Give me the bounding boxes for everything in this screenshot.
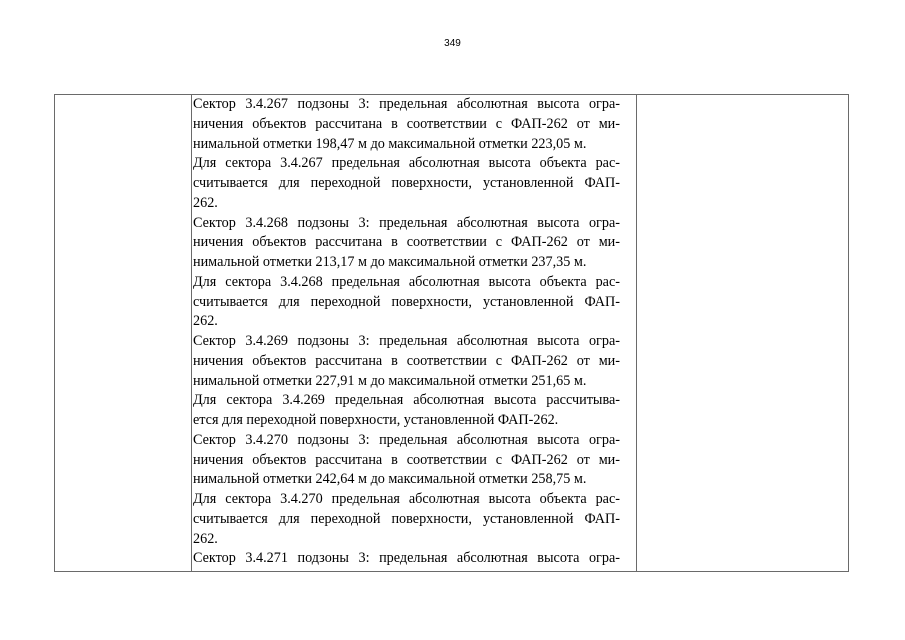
text-line: ничения объектов рассчитана в соответствии с ФАП-262 от ми- xyxy=(193,451,620,468)
text-line: Для сектора 3.4.267 предельная абсолютная высота объекта рас- xyxy=(193,155,620,172)
text-line: ничения объектов рассчитана в соответствии с ФАП-262 от ми- xyxy=(193,352,620,369)
text-line: считывается для переходной поверхности, установленной ФАП- xyxy=(193,510,620,527)
text-line: нимальной отметки 198,47 м до максимальной отметки 223,05 м. xyxy=(193,135,587,152)
text-line: нимальной отметки 227,91 м до максимальной отметки 251,65 м. xyxy=(193,372,587,389)
text-line: Сектор 3.4.268 подзоны 3: предельная абсолютная высота огра- xyxy=(193,214,620,231)
text-line: считывается для переходной поверхности, установленной ФАП- xyxy=(193,293,620,310)
text-line: нимальной отметки 213,17 м до максимальной отметки 237,35 м. xyxy=(193,254,587,270)
text-line: Сектор 3.4.269 подзоны 3: предельная абсолютная высота огра- xyxy=(193,333,620,349)
text-line: Для сектора 3.4.268 предельная абсолютная высота объекта рас- xyxy=(193,273,620,290)
column-divider-left xyxy=(191,95,192,571)
page-number: 349 xyxy=(444,38,461,49)
text-line: Сектор 3.4.270 подзоны 3: предельная абсолютная высота огра- xyxy=(193,431,620,448)
table-cell-right xyxy=(637,95,848,571)
text-line: Сектор 3.4.271 подзоны 3: предельная абсолютная высота огра- xyxy=(193,550,620,567)
text-line: 262. xyxy=(193,530,218,547)
table-cell-left xyxy=(55,95,191,571)
text-line: 262. xyxy=(193,313,218,330)
text-line: считывается для переходной поверхности, установленной ФАП- xyxy=(193,175,620,191)
text-line: ется для переходной поверхности, установленной ФАП-262. xyxy=(193,412,559,428)
text-line: Для сектора 3.4.269 предельная абсолютная высота рассчитыва- xyxy=(193,392,620,409)
text-line: ничения объектов рассчитана в соответствии с ФАП-262 от ми- xyxy=(193,234,620,251)
text-line: Для сектора 3.4.270 предельная абсолютная высота объекта рас- xyxy=(193,491,620,507)
document-table xyxy=(54,94,849,572)
text-line: нимальной отметки 242,64 м до максимальной отметки 258,75 м. xyxy=(193,471,587,488)
table-cell-middle xyxy=(193,95,620,571)
text-line: Сектор 3.4.267 подзоны 3: предельная абсолютная высота огра- xyxy=(193,96,620,112)
text-line: ничения объектов рассчитана в соответствии с ФАП-262 от ми- xyxy=(193,115,620,132)
text-line: 262. xyxy=(193,194,218,211)
